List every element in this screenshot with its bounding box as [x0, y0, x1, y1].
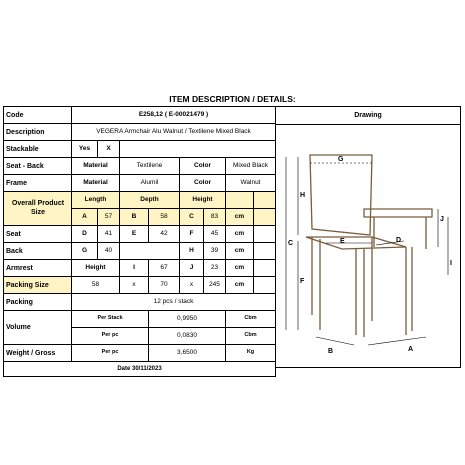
dim-letter-e: E [120, 226, 149, 243]
stackable-mark: X [98, 141, 120, 158]
code-label: Code [4, 107, 72, 124]
date-row [4, 362, 276, 377]
dim-letter-a: A [72, 209, 98, 226]
seat-back-label: Seat - Back [4, 158, 72, 175]
label-c: C [288, 240, 294, 247]
dim-letter-d: D [72, 226, 98, 243]
back-length: 40 [98, 243, 120, 260]
frame-label: Frame [4, 175, 72, 192]
volume-per-stack: 0,9950 [149, 311, 226, 328]
packing-depth: 70 [149, 277, 180, 294]
header-blank [226, 192, 254, 209]
dim-letter-j: J [180, 260, 204, 277]
stackable-row [4, 141, 276, 158]
row-blank [254, 243, 276, 260]
frame-material-label: Material [72, 175, 120, 192]
stackable-blank [120, 141, 276, 158]
dim-letter-b: B [120, 209, 149, 226]
drawing-heading: Drawing [276, 107, 460, 125]
packing-size-label: Packing Size [4, 277, 72, 294]
code-value: E258,12 ( E-00021479 ) [72, 107, 276, 124]
seat-back-color: Mixed Black [226, 158, 276, 175]
label-a: A [408, 346, 414, 353]
description-label: Description [4, 124, 72, 141]
label-e: E [340, 238, 345, 245]
frame-row [4, 175, 276, 192]
back-height: 39 [204, 243, 226, 260]
dim-letter-g: G [72, 243, 98, 260]
seat-back-color-label: Color [180, 158, 226, 175]
label-d: D [396, 237, 402, 244]
overall-depth: 58 [149, 209, 180, 226]
volume-per-stack-label: Per Stack [72, 311, 149, 328]
seat-back-material: Textilene [120, 158, 180, 175]
volume-unit: Cbm [226, 328, 276, 345]
volume-row-1 [4, 311, 276, 328]
date-text: Date 30/11/2023 [4, 362, 276, 377]
description-value: VEGERA Armchair Alu Walnut / Textilene Mixed Black [72, 124, 276, 141]
seat-label: Seat [4, 226, 72, 243]
label-h: H [300, 192, 306, 199]
packing-times-1: x [120, 277, 149, 294]
armrest-unit: cm [226, 260, 254, 277]
stackable-label: Stackable [4, 141, 72, 158]
seat-height: 45 [204, 226, 226, 243]
height-header: Height [180, 192, 226, 209]
armrest-i-value: 67 [149, 260, 180, 277]
packing-label: Packing [4, 294, 72, 311]
back-label: Back [4, 243, 72, 260]
weight-per-pc-label: Per pc [72, 345, 149, 362]
chair-drawing [276, 125, 460, 367]
volume-per-pc-label: Per pc [72, 328, 149, 345]
packing-unit: cm [226, 277, 254, 294]
code-row [4, 107, 276, 124]
weight-unit: Kg [226, 345, 276, 362]
label-j: J [440, 216, 444, 223]
packing-times-2: x [180, 277, 204, 294]
row-blank [254, 277, 276, 294]
packing-row [4, 294, 276, 311]
label-g: G [338, 156, 344, 163]
armrest-j-value: 23 [204, 260, 226, 277]
row-blank [254, 260, 276, 277]
overall-unit: cm [226, 209, 254, 226]
chair-frame [306, 155, 432, 337]
drawing-panel [275, 106, 461, 368]
label-f: F [300, 278, 305, 285]
dim-letter-f: F [180, 226, 204, 243]
label-i: I [450, 260, 452, 267]
header-blank [254, 192, 276, 209]
row-blank [254, 226, 276, 243]
armrest-label: Armrest [4, 260, 72, 277]
volume-label: Volume [4, 311, 72, 345]
page-title: ITEM DESCRIPTION / DETAILS: [169, 94, 296, 104]
overall-size-label: Overall Product Size [4, 192, 72, 226]
packing-length: 58 [72, 277, 120, 294]
frame-color: Walnut [226, 175, 276, 192]
back-unit: cm [226, 243, 254, 260]
stackable-answer: Yes [72, 141, 98, 158]
volume-per-pc: 0,0830 [149, 328, 226, 345]
frame-material: Alumil [120, 175, 180, 192]
dims-header-row [4, 192, 276, 209]
back-row [4, 243, 276, 260]
packing-height: 245 [204, 277, 226, 294]
armrest-height-label: Height [72, 260, 120, 277]
dim-letter-i: I [120, 260, 149, 277]
weight-label: Weight / Gross [4, 345, 72, 362]
spec-table [3, 106, 276, 377]
seat-back-row [4, 158, 276, 175]
dim-letter-h: H [180, 243, 204, 260]
depth-header: Depth [120, 192, 180, 209]
weight-row [4, 345, 276, 362]
row-blank [254, 209, 276, 226]
frame-color-label: Color [180, 175, 226, 192]
seat-depth: 42 [149, 226, 180, 243]
dim-letter-c: C [180, 209, 204, 226]
overall-height: 83 [204, 209, 226, 226]
volume-unit: Cbm [226, 311, 276, 328]
seat-back-material-label: Material [72, 158, 120, 175]
length-header: Length [72, 192, 120, 209]
back-blank [120, 243, 180, 260]
packing-size-row [4, 277, 276, 294]
label-b: B [328, 348, 334, 355]
seat-length: 41 [98, 226, 120, 243]
packing-value: 12 pcs / stack [72, 294, 276, 311]
armrest-row [4, 260, 276, 277]
weight-value: 3,6500 [149, 345, 226, 362]
seat-unit: cm [226, 226, 254, 243]
overall-length: 57 [98, 209, 120, 226]
seat-row [4, 226, 276, 243]
description-row [4, 124, 276, 141]
